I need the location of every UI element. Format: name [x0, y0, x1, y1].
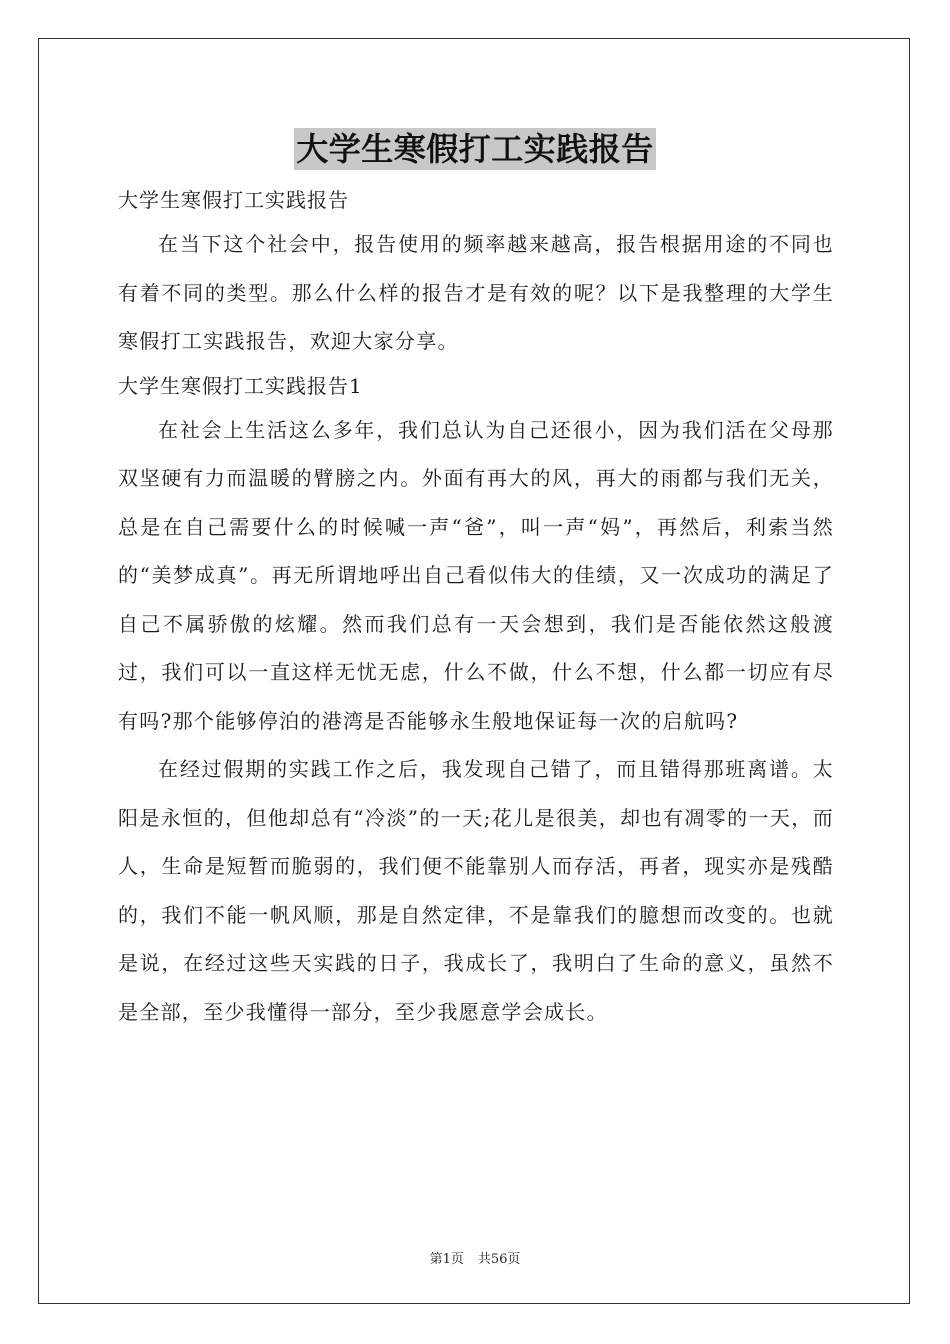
page-number: 第1页	[429, 1252, 464, 1267]
body-paragraph-2: 在经过假期的实践工作之后，我发现自己错了，而且错得那班离谱。太阳是永恒的，但他却总有“冷淡”的一天;花儿是很美，却也有凋零的一天，而人，生命是短暂而脆弱的，我们便不能靠别人而存活，再者，现实亦是残酷的，我们不能一帆风顺，那是自然定律，不是靠我们的臆想而改变的。也就是说，在经过这些天实践的日子，我成长了，我明白了生命的意义，虽然不是全部，至少我懂得一部分，至少我愿意学会成长。	[118, 757, 834, 1024]
intro-paragraph: 在当下这个社会中，报告使用的频率越来越高，报告根据用途的不同也有着不同的类型。那么什么样的报告才是有效的呢？以下是我整理的大学生寒假打工实践报告，欢迎大家分享。	[118, 232, 834, 353]
title-container	[0, 128, 950, 170]
body-paragraph-1: 在社会上生活这么多年，我们总认为自己还很小，因为我们活在父母那双坚硬有力而温暖的臂膀之内。外面有再大的风，再大的雨都与我们无关，总是在自己需要什么的时候喊一声“爸”，叫一声“妈”，再然后，利索当然的“美梦成真”。再无所谓地呼出自己看似伟大的佳绩，又一次成功的满足了自己不属骄傲的炫耀。然而我们总有一天会想到，我们是否能依然这般渡过，我们可以一直这样无忧无虑，什么不做，什么不想，什么都一切应有尽有吗?那个能够停泊的港湾是否能够永生般地保证每一次的启航吗?	[118, 417, 834, 733]
page-total: 共56页	[477, 1252, 521, 1267]
page-footer	[0, 1248, 950, 1267]
section-heading: 大学生寒假打工实践报告1	[118, 373, 363, 398]
document-subtitle: 大学生寒假打工实践报告	[118, 188, 349, 212]
document-body	[118, 180, 834, 1036]
document-title: 大学生寒假打工实践报告	[296, 130, 654, 168]
